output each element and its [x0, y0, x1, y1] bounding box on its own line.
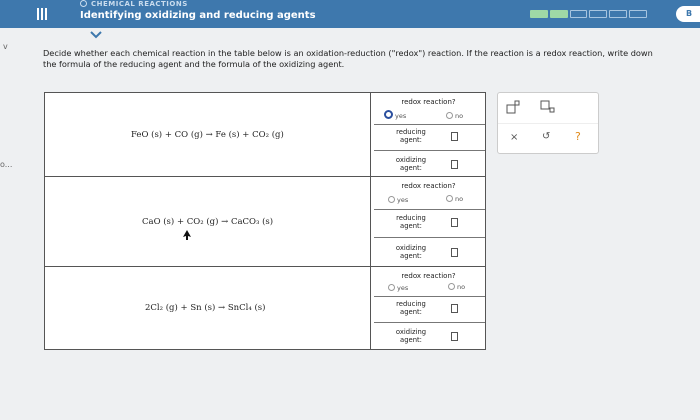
equation: 2Cl₂ (g) + Sn (s) → SnCl₄ (s)	[145, 303, 266, 313]
answer-cell	[372, 267, 485, 349]
reducing-agent-field	[374, 209, 485, 235]
superscript-icon[interactable]	[506, 100, 520, 114]
reducing-agent-label: reducing agent:	[396, 300, 426, 316]
help-icon[interactable]: ?	[575, 130, 581, 143]
oxidizing-agent-input[interactable]	[451, 332, 458, 341]
clear-icon[interactable]: ×	[510, 132, 519, 143]
progress-segment	[589, 10, 607, 18]
instructions-line: Decide whether each chemical reaction in the table below is an oxidation-reduction ("redox") reaction. If the reaction is a redox reaction, write down	[43, 48, 653, 58]
oxidizing-agent-input[interactable]	[451, 248, 458, 257]
radio-no[interactable]: no	[446, 112, 463, 120]
redox-question: redox reaction?	[401, 272, 456, 280]
progress-segment	[609, 10, 627, 18]
radio-no[interactable]: no	[446, 195, 463, 203]
oxidizing-agent-label: oxidizing agent:	[395, 328, 427, 344]
reducing-agent-input[interactable]	[451, 304, 458, 313]
topic-label: CHEMICAL REACTIONS	[80, 0, 188, 8]
reducing-agent-label: reducing agent:	[396, 128, 426, 144]
progress-segment	[570, 10, 588, 18]
oxidizing-agent-field	[374, 237, 485, 265]
radio-circle-icon	[448, 283, 455, 290]
oxidizing-agent-input[interactable]	[451, 160, 458, 169]
toolbar-divider	[498, 123, 598, 124]
radio-circle-icon	[446, 195, 453, 202]
equation-cell	[45, 267, 371, 349]
menu-icon[interactable]	[30, 0, 54, 28]
equation: FeO (s) + CO (g) → Fe (s) + CO₂ (g)	[131, 129, 284, 140]
radio-circle-icon	[384, 110, 393, 119]
radio-circle-icon	[446, 112, 453, 119]
top-bar	[0, 0, 700, 28]
radio-yes[interactable]: yes	[388, 284, 408, 292]
radio-yes[interactable]: yes	[388, 196, 408, 204]
mouse-cursor-icon	[183, 230, 191, 240]
formula-toolbar	[497, 92, 599, 154]
radio-circle-icon	[388, 196, 395, 203]
instructions	[43, 48, 700, 70]
oxidizing-agent-field	[374, 150, 485, 176]
redox-question: redox reaction?	[401, 182, 456, 190]
radio-circle-icon	[388, 284, 395, 291]
table-row	[45, 93, 485, 177]
answer-cell	[372, 177, 485, 266]
equation: CaO (s) + CO₂ (g) → CaCO₃ (s)	[142, 216, 274, 227]
oxidizing-agent-label: oxidizing agent:	[395, 244, 427, 260]
page-title: Identifying oxidizing and reducing agents	[80, 10, 316, 21]
reducing-agent-label: reducing agent:	[396, 214, 426, 230]
redox-question: redox reaction?	[401, 98, 456, 106]
radio-yes[interactable]: yes	[384, 110, 406, 120]
equation-cell	[45, 177, 371, 266]
chevron-down-icon[interactable]	[88, 30, 104, 40]
table-row	[45, 267, 485, 349]
side-mark: o...	[0, 160, 13, 169]
radio-no[interactable]: no	[448, 283, 465, 291]
reaction-table	[44, 92, 486, 350]
answer-cell	[372, 93, 485, 176]
table-row	[45, 177, 485, 267]
progress-segment	[530, 10, 548, 18]
equation-cell	[45, 93, 371, 176]
subscript-icon[interactable]	[540, 100, 556, 114]
side-mark: v	[3, 42, 8, 51]
reducing-agent-field	[374, 124, 485, 148]
progress-segment	[629, 10, 647, 18]
undo-icon[interactable]: ↺	[542, 131, 551, 142]
oxidizing-agent-field	[374, 322, 485, 348]
instructions-line: the formula of the reducing agent and the formula of the oxidizing agent.	[43, 59, 345, 69]
progress-bar	[530, 10, 647, 18]
topic-circle-icon	[80, 0, 87, 7]
reducing-agent-input[interactable]	[451, 132, 458, 141]
reducing-agent-field	[374, 296, 485, 320]
oxidizing-agent-label: oxidizing agent:	[395, 156, 427, 172]
reducing-agent-input[interactable]	[451, 218, 458, 227]
avatar[interactable]: B	[676, 6, 700, 22]
progress-segment	[550, 10, 568, 18]
